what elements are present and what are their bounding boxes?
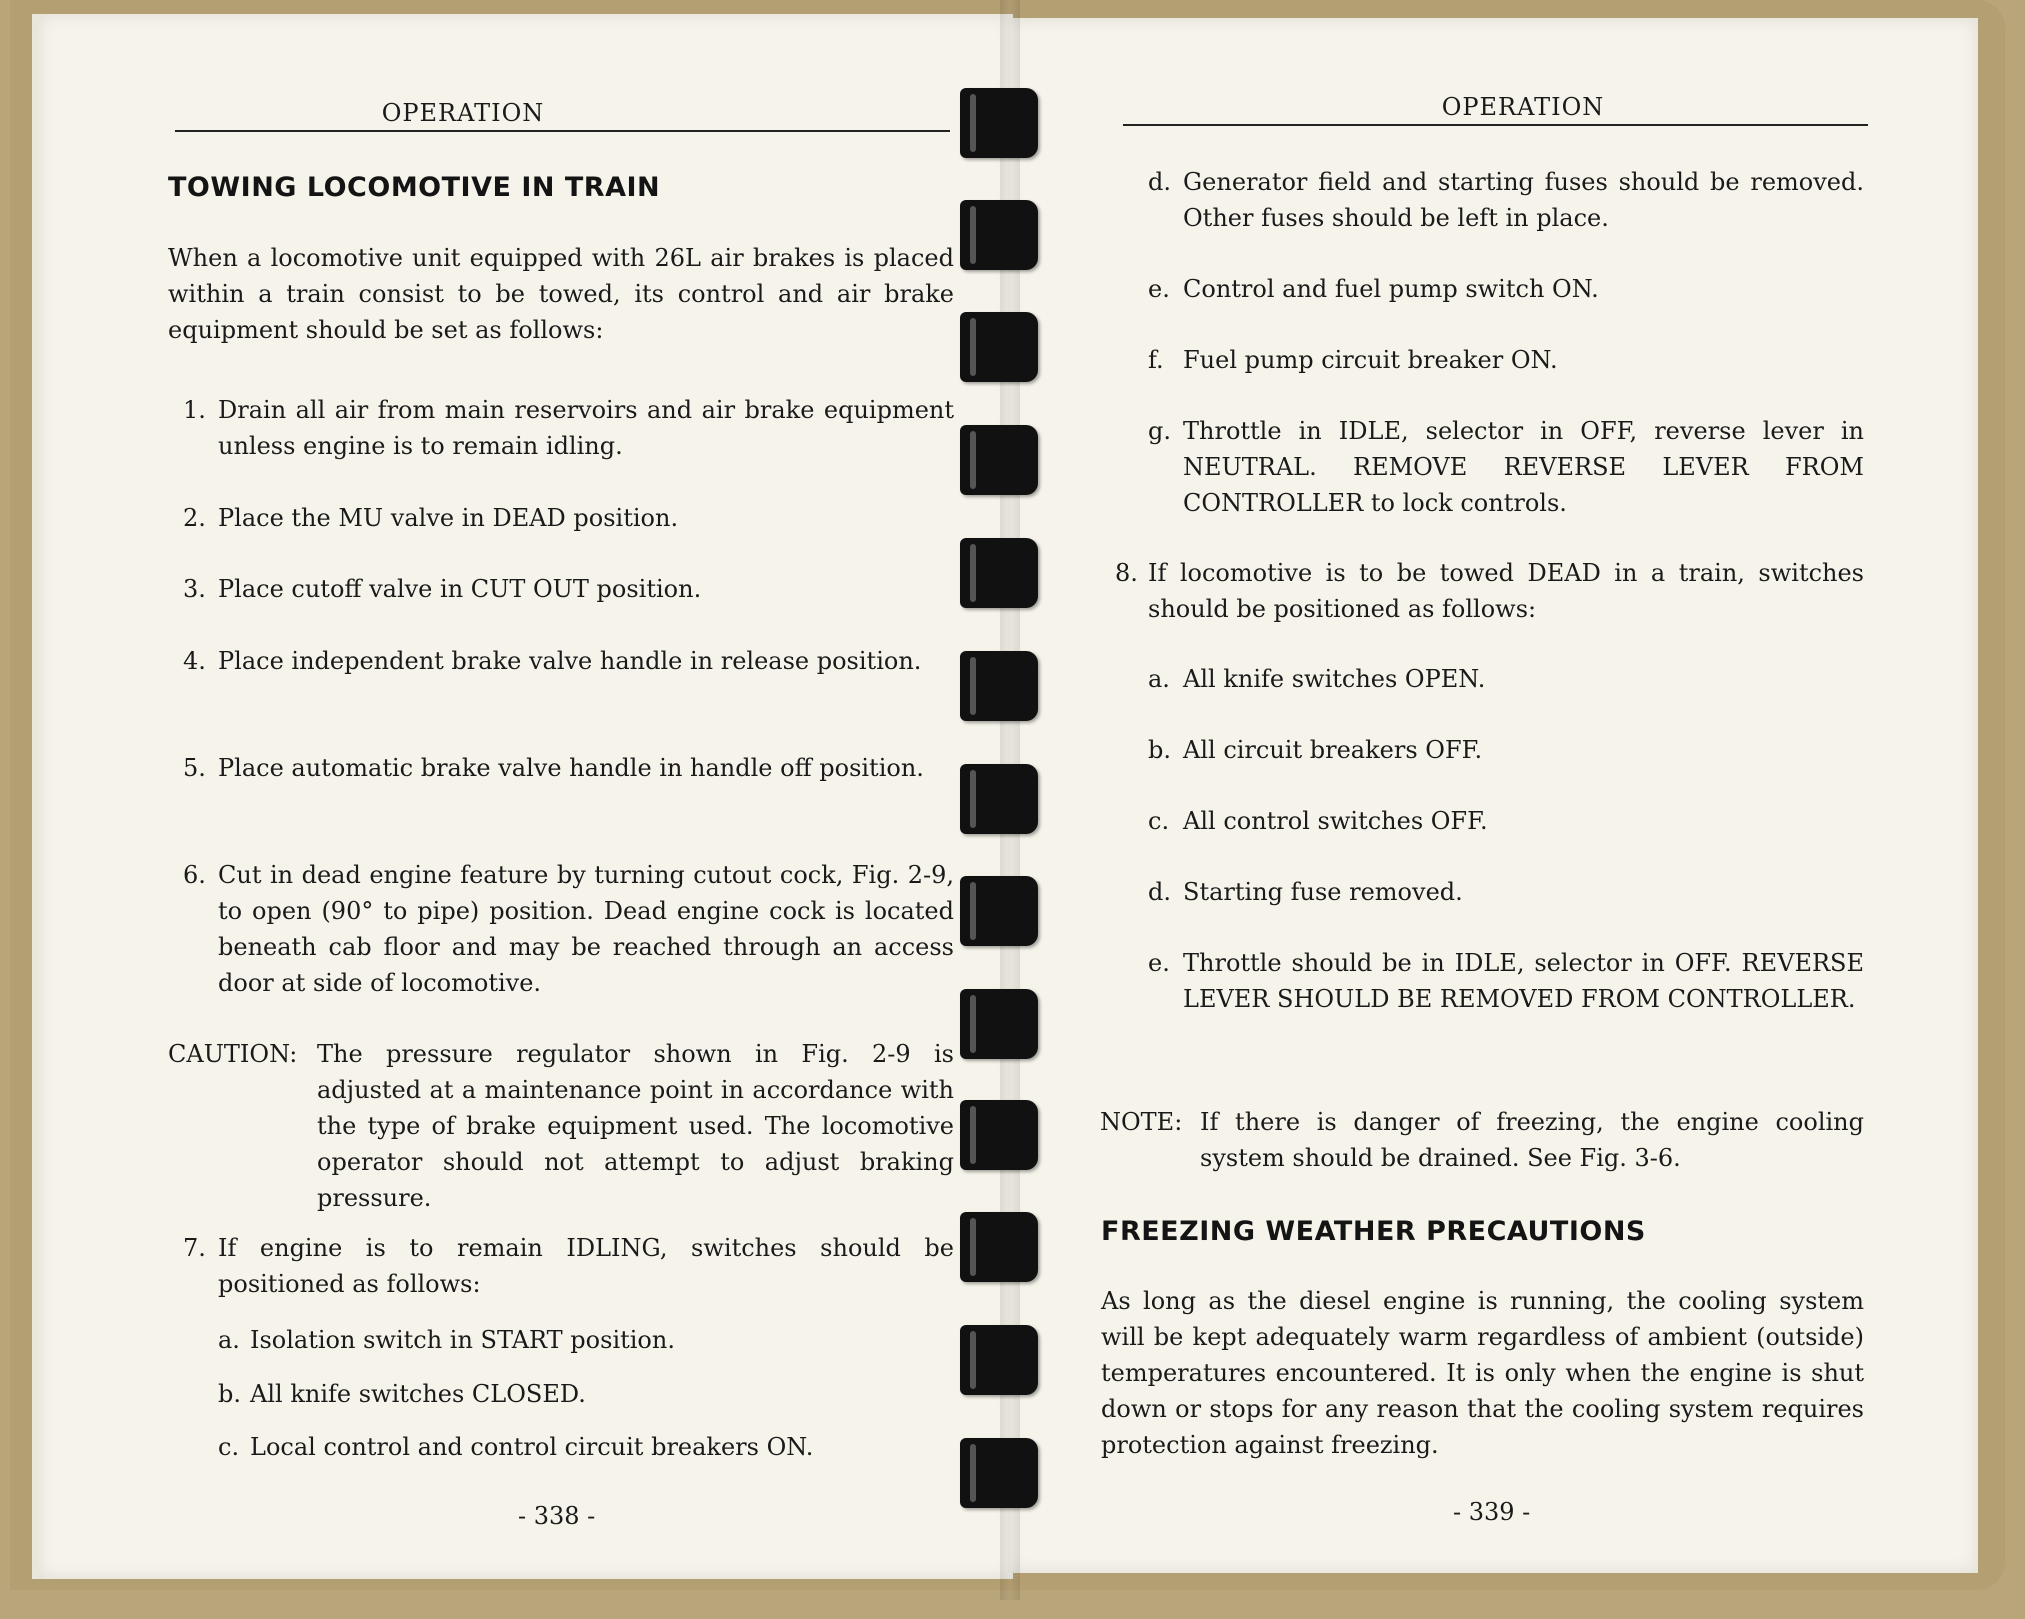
- binding-ring: [960, 764, 1038, 834]
- list-item-4-label: 4.: [183, 647, 206, 675]
- list-item-8: [1115, 555, 1864, 627]
- sub-item-7c-text: Local control and control circuit breakers ON.: [250, 1433, 814, 1461]
- list-item-8-label: 8.: [1115, 559, 1138, 587]
- left-running-head: OPERATION: [381, 99, 545, 127]
- list-item-6: [183, 857, 954, 1001]
- sub-item-7d: [1148, 164, 1864, 236]
- sub-item-8c-text: All control switches OFF.: [1183, 807, 1488, 835]
- spiral-binding: [960, 0, 1040, 1619]
- right-header-rule: [1123, 124, 1868, 126]
- binding-ring: [960, 1438, 1038, 1508]
- sub-item-7c: [218, 1429, 954, 1465]
- sub-item-8d: [1148, 874, 1864, 910]
- sub-item-8b: [1148, 732, 1864, 768]
- caution-block: [168, 1036, 954, 1216]
- list-item-5-label: 5.: [183, 754, 206, 782]
- sub-item-7a: [218, 1322, 954, 1358]
- left-intro-paragraph: When a locomotive unit equipped with 26L air brakes is placed within a train consist to be towed, its control and air brake equipment should be set as follows:: [168, 244, 954, 344]
- sub-item-8a-text: All knife switches OPEN.: [1183, 665, 1486, 693]
- list-item-4: [183, 643, 954, 679]
- sub-item-7e-label: e.: [1148, 275, 1170, 303]
- sub-item-7g: [1148, 413, 1864, 521]
- sub-item-8c: [1148, 803, 1864, 839]
- sub-item-8e: [1148, 945, 1864, 1017]
- binding-ring: [960, 200, 1038, 270]
- sub-item-7c-label: c.: [218, 1433, 240, 1461]
- freezing-paragraph: As long as the diesel engine is running, the cooling system will be kept adequately warm regardless of ambient (outside) temperatures encountered. It is only when the engine is shut down or stops for any reason that the cooling system requires protection against freezing.: [1101, 1287, 1864, 1459]
- list-item-2-label: 2.: [183, 504, 206, 532]
- binding-ring: [960, 1100, 1038, 1170]
- list-item-3-text: Place cutoff valve in CUT OUT position.: [218, 575, 702, 603]
- sub-item-8a: [1148, 661, 1864, 697]
- list-item-2-text: Place the MU valve in DEAD position.: [218, 504, 679, 532]
- binding-ring: [960, 1212, 1038, 1282]
- sub-item-8b-text: All circuit breakers OFF.: [1183, 736, 1483, 764]
- sub-item-7f-label: f.: [1148, 346, 1164, 374]
- list-item-1-text: Drain all air from main reservoirs and air brake equipment unless engine is to remain idling.: [218, 396, 954, 460]
- sub-item-7e-text: Control and fuel pump switch ON.: [1183, 275, 1599, 303]
- sub-item-8d-text: Starting fuse removed.: [1183, 878, 1463, 906]
- sub-item-7g-label: g.: [1148, 417, 1171, 445]
- list-item-5: [183, 750, 954, 786]
- binding-ring: [960, 312, 1038, 382]
- sub-item-8e-label: e.: [1148, 949, 1170, 977]
- sub-item-7f: [1148, 342, 1864, 378]
- caution-label: CAUTION:: [168, 1040, 298, 1068]
- list-item-4-text: Place independent brake valve handle in release position.: [218, 647, 922, 675]
- list-item-2: [183, 500, 954, 536]
- list-item-3: [183, 571, 954, 607]
- list-item-7-text: If engine is to remain IDLING, switches should be positioned as follows:: [218, 1234, 954, 1298]
- caution-text: The pressure regulator shown in Fig. 2-9 is adjusted at a maintenance point in accordance with the type of brake equipment used. The locomotive operator should not attempt to adjust braking pressure.: [317, 1040, 954, 1212]
- sub-item-8d-label: d.: [1148, 878, 1171, 906]
- binding-ring: [960, 876, 1038, 946]
- right-running-head: OPERATION: [1441, 93, 1605, 121]
- sub-item-7g-text: Throttle in IDLE, selector in OFF, reverse lever in NEUTRAL. REMOVE REVERSE LEVER FROM CONTROLLER to lock controls.: [1183, 417, 1864, 517]
- list-item-8-text: If locomotive is to be towed DEAD in a train, switches should be positioned as follows:: [1148, 559, 1864, 623]
- left-page: [32, 14, 1013, 1579]
- list-item-1: [183, 392, 954, 464]
- list-item-7: [183, 1230, 954, 1302]
- sub-item-7b-text: All knife switches CLOSED.: [250, 1380, 586, 1408]
- list-item-7-label: 7.: [183, 1234, 206, 1262]
- binding-ring: [960, 88, 1038, 158]
- list-item-6-label: 6.: [183, 861, 206, 889]
- sub-item-8c-label: c.: [1148, 807, 1170, 835]
- list-item-6-text: Cut in dead engine feature by turning cutout cock, Fig. 2-9, to open (90° to pipe) position. Dead engine cock is located beneath cab floor and may be reached through an access door at side of locomotive.: [218, 861, 954, 997]
- left-section-title: TOWING LOCOMOTIVE IN TRAIN: [168, 172, 661, 203]
- sub-item-7a-label: a.: [218, 1326, 240, 1354]
- left-page-number: - 338 -: [518, 1502, 596, 1530]
- note-label: NOTE:: [1100, 1108, 1183, 1136]
- note-block: [1100, 1104, 1864, 1176]
- right-page: [1008, 18, 1978, 1573]
- binding-ring: [960, 989, 1038, 1059]
- sub-item-7b-label: b.: [218, 1380, 241, 1408]
- left-header-rule: [175, 130, 950, 132]
- binding-ring: [960, 1325, 1038, 1395]
- list-item-5-text: Place automatic brake valve handle in handle off position.: [218, 754, 924, 782]
- binding-ring: [960, 425, 1038, 495]
- sub-item-7d-label: d.: [1148, 168, 1171, 196]
- sub-item-7d-text: Generator field and starting fuses should be removed. Other fuses should be left in place.: [1183, 168, 1864, 232]
- sub-item-7e: [1148, 271, 1864, 307]
- list-item-1-label: 1.: [183, 396, 206, 424]
- right-section-title: FREEZING WEATHER PRECAUTIONS: [1101, 1216, 1646, 1247]
- sub-item-7f-text: Fuel pump circuit breaker ON.: [1183, 346, 1558, 374]
- binding-ring: [960, 651, 1038, 721]
- binding-ring: [960, 538, 1038, 608]
- right-page-number: - 339 -: [1453, 1498, 1531, 1526]
- sub-item-7a-text: Isolation switch in START position.: [250, 1326, 675, 1354]
- sub-item-8b-label: b.: [1148, 736, 1171, 764]
- sub-item-8e-text: Throttle should be in IDLE, selector in OFF. REVERSE LEVER SHOULD BE REMOVED FROM CONTROLLER.: [1183, 949, 1864, 1013]
- sub-item-8a-label: a.: [1148, 665, 1170, 693]
- note-text: If there is danger of freezing, the engine cooling system should be drained. See Fig. 3-6.: [1200, 1108, 1864, 1172]
- list-item-3-label: 3.: [183, 575, 206, 603]
- sub-item-7b: [218, 1376, 954, 1412]
